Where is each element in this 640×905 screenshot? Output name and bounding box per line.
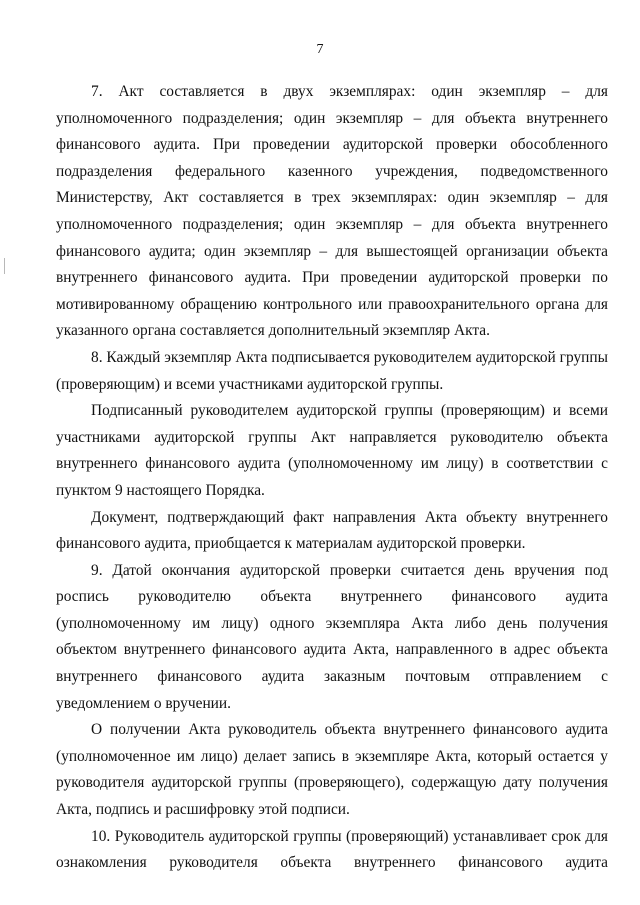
paragraph-10: 10. Руководитель аудиторской группы (проверяющий) устанавливает срок для ознакомления руководителя объекта внутреннего финансового аудита: [56, 827, 608, 872]
paragraph-9-receipt: О получении Акта руководитель объекта внутреннего финансового аудита (уполномоченное им лицо) делает запись в экземпляре Акта, который остается у руководителя аудиторской группы (проверяющего), содержащую дату получения Акта, подпись и расшифровку этой подписи.: [56, 721, 608, 819]
paragraph-8-signed-act: Подписанный руководителем аудиторской группы (проверяющим) и всеми участниками аудиторской группы Акт направляется руководителю объекта внутреннего финансового аудита (уполномоченному им лицу) в соответствии с пунктом 9 настоящего Порядка.: [56, 402, 608, 499]
page-number: 7: [316, 42, 324, 57]
paragraph-8: 8. Каждый экземпляр Акта подписывается руководителем аудиторской группы (проверяющим) и всеми участниками аудиторской группы.: [56, 348, 608, 393]
document-body: [56, 79, 608, 877]
paragraph-7: 7. Акт составляется в двух экземплярах: один экземпляр – для уполномоченного подразделения; один экземпляр – для объекта внутреннего финансового аудита. При проведении аудиторской проверки обособленного подразделения федерального казенного учреждения, подведомственного Министерству, Акт составляется в трех экземплярах: один экземпляр – для уполномоченного подразделения; один экземпляр – для объекта внутреннего финансового аудита; один экземпляр – для вышестоящей организации объекта внутреннего финансового аудита. При проведении аудиторской проверки по мотивированному обращению контрольного или правоохранительного органа для указанного органа составляется дополнительный экземпляр Акта.: [56, 83, 608, 340]
paragraph-8-document: Документ, подтверждающий факт направления Акта объекту внутреннего финансового аудита, приобщается к материалам аудиторской проверки.: [56, 508, 608, 553]
scan-margin-mark: [4, 258, 5, 274]
paragraph-9: 9. Датой окончания аудиторской проверки считается день вручения под роспись руководителю объекта внутреннего финансового аудита (уполномоченному им лицу) одного экземпляра Акта либо день получения объектом внутреннего финансового аудита Акта, направленного в адрес объекта внутреннего финансового аудита заказным почтовым отправлением с уведомлением о вручении.: [56, 561, 608, 712]
